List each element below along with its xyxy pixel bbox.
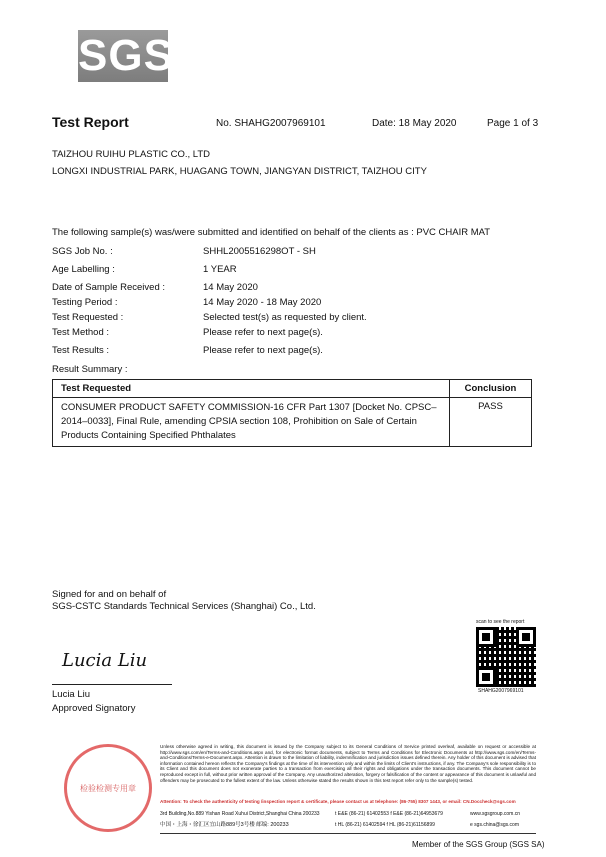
field-label: Test Results : bbox=[52, 345, 110, 356]
official-stamp bbox=[64, 744, 152, 832]
website-link[interactable]: www.sgsgroup.com.cn bbox=[470, 811, 521, 817]
table-row bbox=[53, 398, 532, 447]
qr-report-code: SHAHG2007969101 bbox=[478, 688, 524, 694]
signatory-name: Lucia Liu bbox=[52, 689, 91, 700]
field-label: Test Method : bbox=[52, 327, 110, 338]
signature-image: Lucia Liu bbox=[62, 650, 148, 671]
result-summary-table bbox=[52, 379, 532, 447]
client-name: TAIZHOU RUIHU PLASTIC CO., LTD bbox=[52, 149, 210, 160]
sgs-logo: SGS bbox=[78, 31, 174, 80]
signature-line bbox=[52, 684, 172, 685]
table-cell-test bbox=[53, 398, 450, 447]
field-label: Age Labelling : bbox=[52, 264, 115, 275]
telephone-hl: t HL (86-21) 61402594 f HL (86-21)61156899 bbox=[335, 822, 435, 828]
report-title: Test Report bbox=[52, 114, 129, 130]
result-summary-label: Result Summary : bbox=[52, 364, 128, 375]
signatory-role: Approved Signatory bbox=[52, 703, 136, 714]
fine-print: Unless otherwise agreed in writing, this document is issued by the Company subject to its General Conditions of Service printed overleaf, available on request or accessible at http://www.sgs.com/en/Terms-and-Conditions.aspx and, for electronic format documents, subject to Terms and Conditions for Electronic Documents at http://www.sgs.com/en/Terms-and-Conditions/Terms-e-Document.aspx. Attention is drawn to the limitation of liability, indemnification and jurisdiction issues defined therein. Any holder of this document is advised that information contained hereon reflects the Company's findings at the time of its intervention only and within the limits of Client's instructions, if any. The Company's sole responsibility is to its Client and this document does not exonerate parties to a transaction from exercising all their rights and obligations under the transaction documents. This document cannot be reproduced except in full, without prior written approval of the Company. Any unauthorized alteration, forgery or falsification of the content or appearance of this document is unlawful and offenders may be prosecuted to the fullest extent of the law. Unless otherwise stated the results shown in this test report refer only to the sample(s) tested. bbox=[160, 744, 536, 783]
address-chinese: 中国・上海・徐汇区宜山路889号3号楼 邮编: 200233 bbox=[160, 822, 289, 828]
report-date: Date: 18 May 2020 bbox=[372, 118, 457, 129]
field-value: Please refer to next page(s). bbox=[203, 345, 323, 356]
telephone-ee: t E&E (86-21) 61402553 f E&E (86-21)64953679 bbox=[335, 811, 443, 817]
signed-line1: Signed for and on behalf of bbox=[52, 589, 167, 600]
email-link[interactable]: e sgs.china@sgs.com bbox=[470, 822, 519, 828]
footer-divider bbox=[160, 833, 536, 834]
field-label: SGS Job No. : bbox=[52, 246, 113, 257]
intro-text: The following sample(s) was/were submitted and identified on behalf of the clients as : PVC CHAIR MAT bbox=[52, 227, 491, 238]
attention-notice: Attention: To check the authenticity of testing /inspection report & certificate, please contact us at telephone: (86-755) 8307 1443, or email: CN.Doccheck@sgs.com bbox=[160, 799, 516, 804]
table-cell-conclusion: PASS bbox=[450, 398, 532, 447]
page-indicator: Page 1 of 3 bbox=[487, 118, 539, 129]
field-value: 1 YEAR bbox=[203, 264, 237, 275]
field-value: Please refer to next page(s). bbox=[203, 327, 323, 338]
field-value: Selected test(s) as requested by client. bbox=[203, 312, 367, 323]
table-header-test: Test Requested bbox=[53, 380, 450, 398]
field-label: Testing Period : bbox=[52, 297, 118, 308]
signed-line2: SGS-CSTC Standards Technical Services (Shanghai) Co., Ltd. bbox=[52, 601, 316, 612]
client-address: LONGXI INDUSTRIAL PARK, HUAGANG TOWN, JIANGYAN DISTRICT, TAIZHOU CITY bbox=[52, 166, 427, 177]
qr-caption: scan to see the report bbox=[476, 619, 525, 625]
stamp-text: 检验检测专用章 bbox=[80, 783, 136, 793]
field-label: Test Requested : bbox=[52, 312, 124, 323]
qr-code-icon bbox=[476, 627, 536, 687]
field-value: 14 May 2020 - 18 May 2020 bbox=[203, 297, 322, 308]
field-value: SHHL2005516298OT - SH bbox=[203, 246, 316, 257]
report-number: No. SHAHG2007969101 bbox=[216, 118, 326, 129]
field-label: Date of Sample Received : bbox=[52, 282, 166, 293]
address-english: 3rd Building,No.889 Yishan Road Xuhui District,Shanghai China 200233 bbox=[160, 811, 320, 817]
field-value: 14 May 2020 bbox=[203, 282, 258, 293]
table-header-conclusion: Conclusion bbox=[450, 380, 532, 398]
sgs-member-note: Member of the SGS Group (SGS SA) bbox=[412, 840, 545, 849]
test-requested-text: CONSUMER PRODUCT SAFETY COMMISSION-16 CFR Part 1307 [Docket No. CPSC–2014–0033], Final Rule, amending CPSIA section 108, Prohibition on Sale of Certain Products Containing Specified Phthalates bbox=[61, 402, 437, 441]
